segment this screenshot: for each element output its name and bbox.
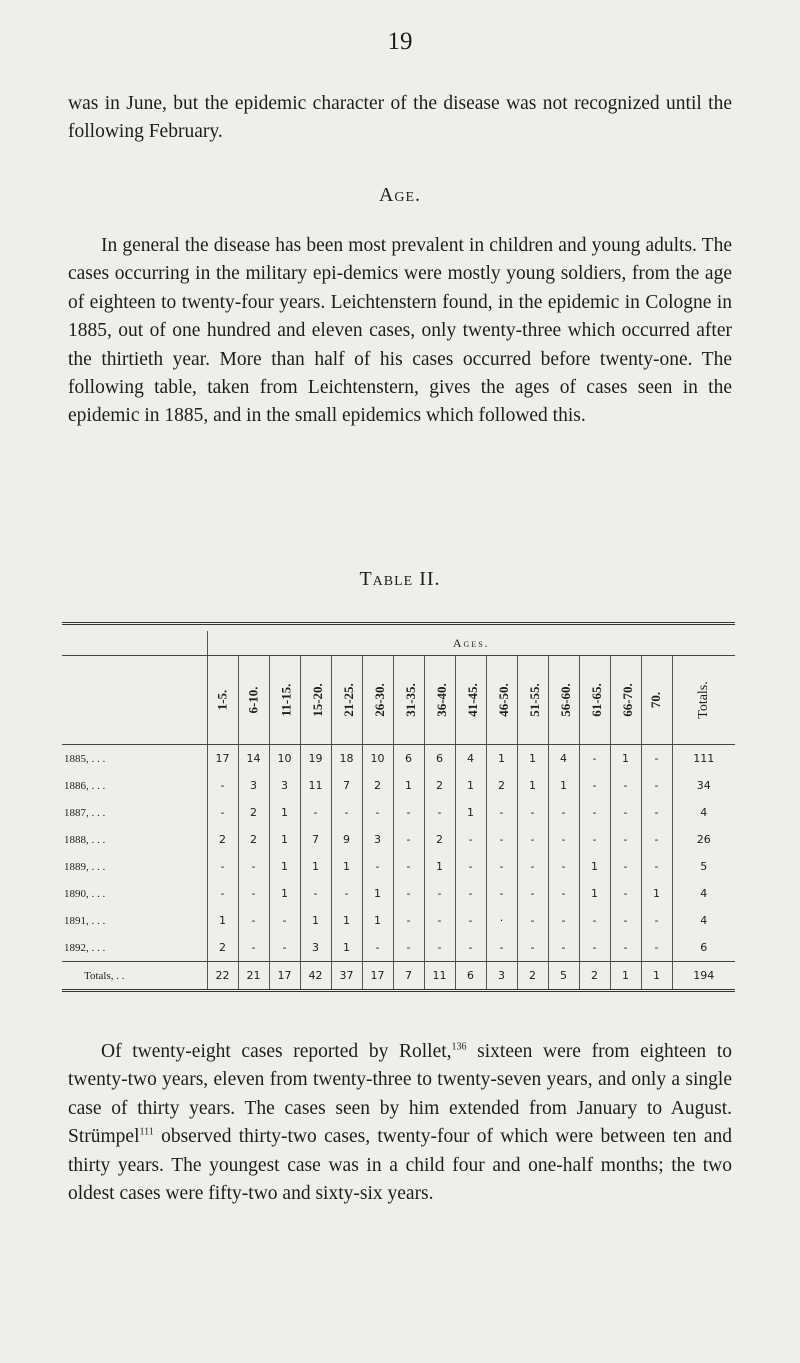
table-row <box>62 853 735 880</box>
table-cell: - <box>641 799 672 826</box>
table-cell: 17 <box>269 962 300 991</box>
table-cell: 1 <box>300 907 331 934</box>
table-cell: 10 <box>269 745 300 773</box>
paragraph-age: In general the disease has been most prevalent in children and young adults. The cases occurring in the military epi-demics were mostly young soldiers, from the age of eighteen to twenty-four years. Leichtenstern found, in the epidemic in Cologne in 1885, out of one hundred and eleven cases, only twenty-three which occurred after the thirtieth year. More than half of his cases occurred before twenty-one. The following table, taken from Leichtenstern, gives the ages of cases seen in the epidemic in 1885, and in the small epidemics which followed this. <box>68 235 732 427</box>
ages-group-header: Ages. <box>207 631 735 656</box>
column-header <box>486 656 517 745</box>
table-cell: 1 <box>331 907 362 934</box>
column-header <box>207 656 238 745</box>
table-cell: 7 <box>393 962 424 991</box>
column-header <box>238 656 269 745</box>
table-cell: - <box>362 853 393 880</box>
column-header <box>579 656 610 745</box>
table-cell: 2 <box>238 799 269 826</box>
table-cell: 2 <box>207 934 238 962</box>
column-header <box>269 656 300 745</box>
column-header-label: 36-40. <box>433 683 449 717</box>
paragraph-intro: was in June, but the epidemic character of the disease was not recognized until the following February. <box>68 93 732 143</box>
table-cell: 11 <box>424 962 455 991</box>
table-cell: 1 <box>269 826 300 853</box>
table-cell: 1 <box>548 772 579 799</box>
table-cell: 1 <box>362 880 393 907</box>
column-header-label: 66-70. <box>619 683 635 717</box>
table-cell: - <box>393 907 424 934</box>
table-cell: 4 <box>672 799 735 826</box>
table-cell: - <box>548 853 579 880</box>
table-cell: 3 <box>269 772 300 799</box>
column-header <box>300 656 331 745</box>
table-cell: - <box>579 772 610 799</box>
table-cell: 1 <box>641 880 672 907</box>
totals-row <box>62 962 735 991</box>
table-cell: 11 <box>300 772 331 799</box>
table-cell: 1 <box>579 853 610 880</box>
column-header-label: 46-50. <box>495 683 511 717</box>
table-cell: 2 <box>424 826 455 853</box>
table-cell: - <box>300 880 331 907</box>
column-header <box>517 656 548 745</box>
table-cell: 17 <box>207 745 238 773</box>
column-header <box>424 656 455 745</box>
row-label: 1892, . . . <box>64 941 106 954</box>
table-cell: - <box>393 880 424 907</box>
table-cell: 34 <box>672 772 735 799</box>
table-cell: - <box>579 907 610 934</box>
table-cell: 2 <box>517 962 548 991</box>
table-cell: 42 <box>300 962 331 991</box>
table-cell: - <box>641 745 672 773</box>
column-header-label: 21-25. <box>340 683 356 717</box>
table-cell: 1 <box>610 962 641 991</box>
table-cell: 1 <box>579 880 610 907</box>
page-number: 19 <box>387 28 413 55</box>
table-cell: - <box>455 880 486 907</box>
table-cell: 2 <box>579 962 610 991</box>
table-cell: - <box>207 853 238 880</box>
table-cell: 1 <box>331 853 362 880</box>
table-cell: - <box>548 799 579 826</box>
table-cell: - <box>579 799 610 826</box>
column-header-label: 56-60. <box>557 683 573 717</box>
table-cell: 1 <box>424 853 455 880</box>
rollet-text-b: sixteen were from eighteen to twenty-two years, eleven from twenty-three to twenty-seven years, and only a single case of thirty years. The cases seen by him extended from January to August. Strümpel <box>68 1041 732 1148</box>
column-header <box>455 656 486 745</box>
column-header-label: 11-15. <box>277 683 293 717</box>
footnote-ref-136: 136 <box>451 1041 467 1053</box>
table-corner <box>62 631 207 656</box>
column-header-label: 26-30. <box>371 683 387 717</box>
column-header <box>672 656 735 745</box>
column-header-label: 61-65. <box>588 683 604 717</box>
table-cell: - <box>641 934 672 962</box>
column-header-row <box>62 656 735 745</box>
table-cell: 3 <box>486 962 517 991</box>
table-cell: 4 <box>672 907 735 934</box>
table-cell: 1 <box>393 772 424 799</box>
table-cell: - <box>548 880 579 907</box>
table-cell: 37 <box>331 962 362 991</box>
table-cell: - <box>362 799 393 826</box>
table-cell: - <box>517 934 548 962</box>
table-cell: 9 <box>331 826 362 853</box>
table-cell: - <box>548 907 579 934</box>
table-cell: - <box>517 799 548 826</box>
table-row <box>62 799 735 826</box>
table-cell: 111 <box>672 745 735 773</box>
table-cell: - <box>610 880 641 907</box>
table-cell: 2 <box>207 826 238 853</box>
column-header-label: 31-35. <box>402 683 418 717</box>
table-cell: 2 <box>486 772 517 799</box>
table-cell: - <box>579 934 610 962</box>
table-cell: - <box>610 853 641 880</box>
table-cell: 3 <box>238 772 269 799</box>
column-header-label: 51-55. <box>526 683 542 717</box>
row-label: 1885, . . . <box>64 752 106 765</box>
table-cell: 194 <box>672 962 735 991</box>
table-cell: - <box>548 826 579 853</box>
table-cell: - <box>393 934 424 962</box>
table-title: Table II. <box>359 568 441 590</box>
column-header-label: 41-45. <box>464 683 480 717</box>
column-header-label: Totals. <box>695 681 711 719</box>
table-cell: - <box>424 907 455 934</box>
table-cell: - <box>238 934 269 962</box>
table-cell: 1 <box>269 853 300 880</box>
column-header-label: 1-5. <box>214 689 230 711</box>
table-cell: - <box>238 907 269 934</box>
table-cell: - <box>610 907 641 934</box>
table-cell: - <box>486 934 517 962</box>
footnote-ref-111: 111 <box>139 1126 154 1138</box>
column-header <box>393 656 424 745</box>
table-cell: - <box>455 853 486 880</box>
table-cell: 1 <box>300 853 331 880</box>
table-cell: - <box>486 826 517 853</box>
table-cell: - <box>207 772 238 799</box>
table-cell: 1 <box>331 934 362 962</box>
rollet-text-a: Of twenty-eight cases reported by Rollet, <box>101 1041 452 1062</box>
table-cell: - <box>486 853 517 880</box>
table-cell: 1 <box>207 907 238 934</box>
row-label: 1888, . . . <box>64 833 106 846</box>
table-cell: - <box>331 880 362 907</box>
table-row <box>62 772 735 799</box>
table-cell: · <box>486 907 517 934</box>
table-cell: - <box>424 934 455 962</box>
table-cell: - <box>207 799 238 826</box>
row-label: 1886, . . . <box>64 779 106 792</box>
table-bottom-rule <box>62 991 735 997</box>
table-cell: 22 <box>207 962 238 991</box>
table-cell: - <box>517 880 548 907</box>
table-cell: - <box>579 745 610 773</box>
table-cell: - <box>269 907 300 934</box>
table-cell: - <box>517 826 548 853</box>
table-cell: - <box>331 799 362 826</box>
table-cell: - <box>424 880 455 907</box>
column-header <box>548 656 579 745</box>
table-cell: - <box>579 826 610 853</box>
table-cell: - <box>610 934 641 962</box>
table-cell: 4 <box>672 880 735 907</box>
age-table-container <box>62 622 735 996</box>
column-header <box>641 656 672 745</box>
table-cell: - <box>610 799 641 826</box>
table-cell: - <box>610 826 641 853</box>
table-cell: - <box>393 799 424 826</box>
section-heading-age: Age. <box>378 184 422 206</box>
table-cell: - <box>455 907 486 934</box>
row-label: Totals, . . <box>62 962 207 991</box>
table-cell: 10 <box>362 745 393 773</box>
table-row <box>62 907 735 934</box>
table-body <box>62 745 735 997</box>
table-cell: 3 <box>362 826 393 853</box>
table-cell: 1 <box>362 907 393 934</box>
column-header <box>610 656 641 745</box>
table-cell: 2 <box>238 826 269 853</box>
table-cell: 26 <box>672 826 735 853</box>
table-cell: 3 <box>300 934 331 962</box>
table-cell: 1 <box>269 880 300 907</box>
table-row <box>62 934 735 962</box>
table-cell: 6 <box>393 745 424 773</box>
table-cell: - <box>238 853 269 880</box>
column-header-label: 6-10. <box>245 686 261 714</box>
table-cell: - <box>393 826 424 853</box>
table-cell: 18 <box>331 745 362 773</box>
table-cell: 6 <box>424 745 455 773</box>
table-cell: - <box>641 907 672 934</box>
row-label: 1889, . . . <box>64 860 106 873</box>
table-cell: 1 <box>610 745 641 773</box>
rollet-text-c: observed thirty-two cases, twenty-four of which were between ten and thirty years. The youngest case was in a child four and one-half months; the two oldest cases were fifty-two and sixty-six years. <box>68 1126 732 1205</box>
table-cell: - <box>393 853 424 880</box>
table-cell: - <box>207 880 238 907</box>
table-cell: 2 <box>362 772 393 799</box>
table-cell: - <box>455 934 486 962</box>
table-row <box>62 745 735 773</box>
row-label: 1887, . . . <box>64 806 106 819</box>
table-cell: - <box>641 772 672 799</box>
table-cell: - <box>486 799 517 826</box>
table-row <box>62 826 735 853</box>
table-cell: 1 <box>517 772 548 799</box>
table-cell: 1 <box>455 799 486 826</box>
table-cell: 6 <box>455 962 486 991</box>
table-cell: 2 <box>424 772 455 799</box>
table-cell: - <box>269 934 300 962</box>
column-header <box>331 656 362 745</box>
row-label: 1891, . . . <box>64 914 106 927</box>
table-cell: - <box>362 934 393 962</box>
column-header-label: 15-20. <box>309 683 325 717</box>
paragraph-rollet <box>68 1038 732 1208</box>
table-cell: 1 <box>517 745 548 773</box>
table-cell: 5 <box>672 853 735 880</box>
table-cell: 7 <box>331 772 362 799</box>
table-cell: 19 <box>300 745 331 773</box>
age-table <box>62 622 735 996</box>
table-cell: - <box>517 853 548 880</box>
table-cell: - <box>641 826 672 853</box>
table-cell: 6 <box>672 934 735 962</box>
table-cell: 1 <box>641 962 672 991</box>
table-cell: 17 <box>362 962 393 991</box>
table-cell: 7 <box>300 826 331 853</box>
table-row <box>62 880 735 907</box>
table-cell: 14 <box>238 745 269 773</box>
table-cell: 5 <box>548 962 579 991</box>
table-cell: - <box>641 853 672 880</box>
table-cell: 21 <box>238 962 269 991</box>
table-cell: 4 <box>548 745 579 773</box>
table-cell: - <box>486 880 517 907</box>
column-header <box>362 656 393 745</box>
table-cell: 1 <box>455 772 486 799</box>
table-cell: 1 <box>269 799 300 826</box>
table-cell: - <box>548 934 579 962</box>
table-cell: 4 <box>455 745 486 773</box>
table-cell: - <box>300 799 331 826</box>
table-cell: - <box>455 826 486 853</box>
table-cell: - <box>610 772 641 799</box>
row-label: 1890, . . . <box>64 887 106 900</box>
table-cell: 1 <box>486 745 517 773</box>
row-label-header <box>62 656 207 745</box>
table-cell: - <box>238 880 269 907</box>
table-cell: - <box>424 799 455 826</box>
column-header-label: 70. <box>648 691 664 709</box>
table-cell: - <box>517 907 548 934</box>
